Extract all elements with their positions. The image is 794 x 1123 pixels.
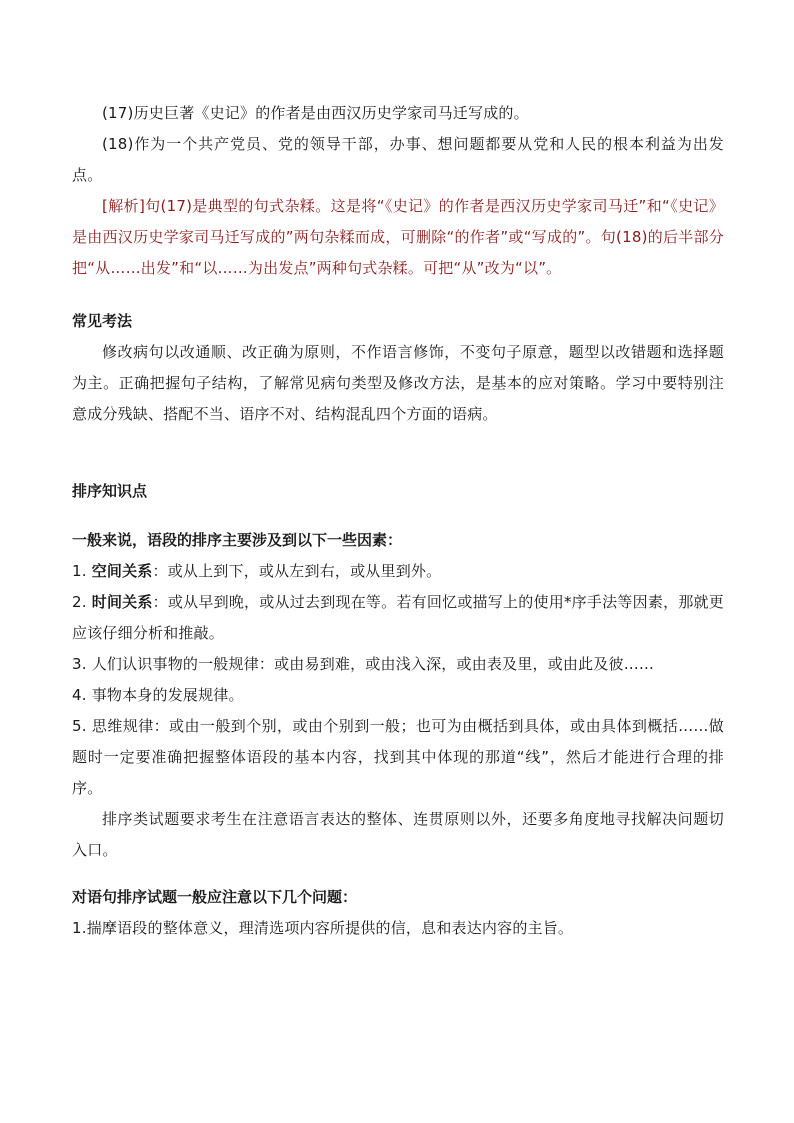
factor-item-2: 2. 时间关系：或从早到晚，或从过去到现在等。若有回忆或描写上的使用*序手法等因素，那就更应该仔细分析和推敲。 bbox=[72, 593, 724, 642]
analysis-paragraph: [解析]句(17)是典型的句式杂糅。这是将“《史记》的作者是西汉历史学家司马迁”和“《史记》是由西汉历史学家司马迁写成的”两句杂糅而成，可删除“的作者”或“写成的”。句(18)的后半部分把“从……出发”和“以……为出发点”两种句式杂糅。可把“从”改为“以”。 bbox=[72, 197, 724, 277]
common-methods-heading: 常见考法 bbox=[72, 312, 133, 330]
ordering-intro: 一般来说，语段的排序主要涉及到以下一些因素： bbox=[72, 531, 403, 549]
attention-item-1: 1.揣摩语段的整体意义，理清选项内容所提供的信，息和表达内容的主旨。 bbox=[72, 919, 574, 937]
factor-item-1: 1. 空间关系：或从上到下，或从左到右，或从里到外。 bbox=[72, 562, 442, 580]
factor-term: 空间关系 bbox=[91, 562, 153, 580]
common-methods-body: 修改病句以改通顺、改正确为原则，不作语言修饰，不变句子原意，题型以改错题和选择题为主。正确把握句子结构，了解常见病句类型及修改方法，是基本的应对策略。学习中要特别注意成分残缺、搭配不当、语序不对、结构混乱四个方面的语病。 bbox=[72, 343, 724, 423]
factor-item-4: 4. 事物本身的发展规律。 bbox=[72, 686, 244, 704]
factor-item-5: 5. 思维规律：或由一般到个别，或由个别到一般；也可为由概括到具体，或由具体到概括……做题时一定要准确把握整体语段的基本内容，找到其中体现的那道“线”，然后才能进行合理的排序。 bbox=[72, 717, 724, 797]
ordering-heading: 排序知识点 bbox=[72, 482, 148, 500]
factor-term: 时间关系 bbox=[91, 593, 153, 611]
ordering-summary: 排序类试题要求考生在注意语言表达的整体、连贯原则以外，还要多角度地寻找解决问题切入口。 bbox=[72, 810, 724, 859]
factor-item-3: 3. 人们认识事物的一般规律：或由易到难，或由浅入深，或由表及里，或由此及彼…… bbox=[72, 655, 655, 673]
attention-heading: 对语句排序试题一般应注意以下几个问题： bbox=[72, 888, 358, 906]
example-17: (17)历史巨著《史记》的作者是由西汉历史学家司马迁写成的。 bbox=[102, 104, 529, 122]
document-page bbox=[72, 98, 724, 944]
example-18: (18)作为一个共产党员、党的领导干部，办事、想问题都要从党和人民的根本利益为出发点。 bbox=[72, 135, 724, 184]
